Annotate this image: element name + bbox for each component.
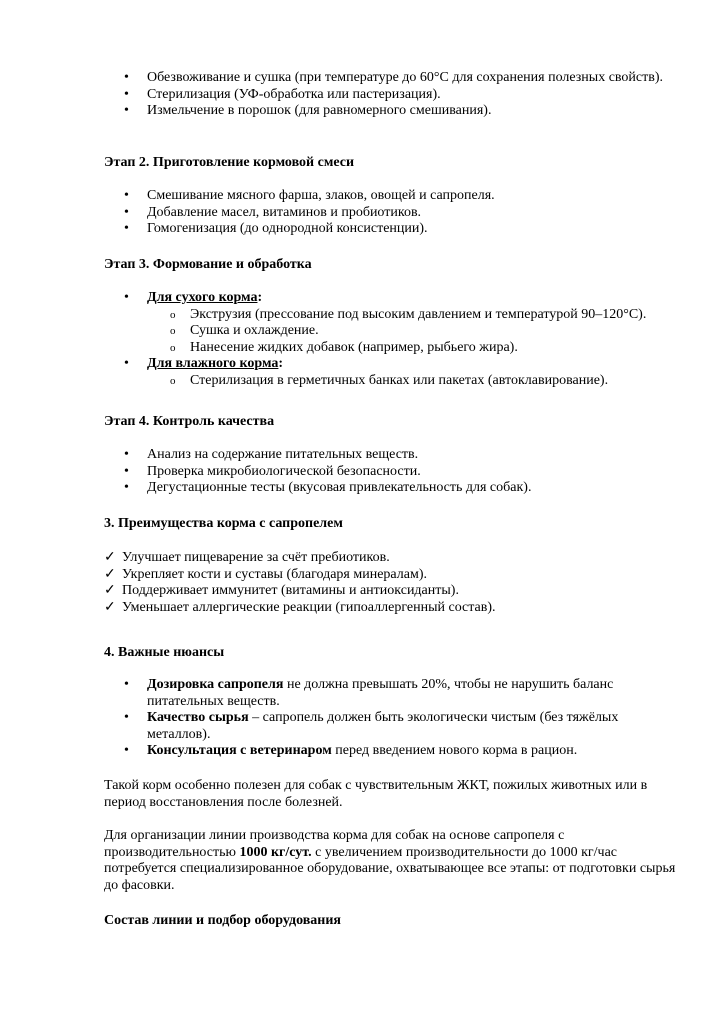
advantages-heading: 3. Преимущества корма с сапропелем: [104, 516, 343, 531]
list-item: [104, 743, 684, 760]
nuance-bold: Дозировка сапропеля: [147, 677, 284, 692]
nuance-text: не должна превышать 20%, чтобы не нарушить баланс питательных веществ.: [147, 677, 614, 709]
stage3-heading: Этап 3. Формование и обработка: [104, 257, 312, 272]
paragraph-bold: 1000 кг/сут.: [239, 844, 312, 860]
list-item: • Дегустационные тесты (вкусовая привлекательность для собак).: [104, 480, 684, 497]
sub-list-item: o Экструзия (прессование под высоким давлением и температурой 90–120°C).: [104, 307, 684, 324]
list-item: [104, 710, 684, 743]
final-heading: Состав линии и подбор оборудования: [104, 913, 342, 928]
check-item-text: Улучшает пищеварение за счёт пребиотиков.: [122, 550, 390, 565]
paragraph-text: Для организации линии производства корма для собак на основе сапропеля с производительностью: [104, 828, 565, 860]
check-item: [104, 550, 684, 567]
stage2-heading: Этап 2. Приготовление кормовой смеси: [104, 155, 355, 170]
list-item: • Смешивание мясного фарша, злаков, овощей и сапропеля.: [104, 188, 684, 205]
sub-list-item: o Стерилизация в герметичных банках или пакетах (автоклавирование).: [104, 373, 684, 390]
stage4-heading: Этап 4. Контроль качества: [104, 414, 275, 429]
sub-list-item: o Сушка и охлаждение.: [104, 323, 684, 340]
advantages-list: [104, 550, 684, 616]
paragraph-text: с увеличением производительности до 1000 кг/час потребуется специализированное оборудование, охватывающее все этапы: от подготовки сырья до фасовки.: [104, 844, 676, 893]
paragraph: Такой корм особенно полезен для собак с чувствительным ЖКТ, пожилых животных или в период восстановления после болезней.: [104, 778, 648, 810]
check-icon: ✓: [104, 550, 116, 565]
list-item: • Проверка микробиологической безопасности.: [104, 464, 684, 481]
dry-label: Для сухого корма: [147, 290, 258, 305]
stage2-list: [104, 188, 684, 238]
nuances-heading: 4. Важные нюансы: [104, 645, 225, 660]
check-icon: ✓: [104, 566, 116, 582]
wet-label: Для влажного корма: [147, 356, 279, 371]
paragraph: [104, 828, 684, 894]
list-item: • Анализ на содержание питательных веществ.: [104, 447, 684, 464]
check-icon: ✓: [104, 583, 116, 598]
nuance-text: перед введением нового корма в рацион.: [331, 743, 578, 758]
check-item-text: Укрепляет кости и суставы (благодаря минералам).: [122, 566, 427, 582]
nuance-bold: Консультация с ветеринаром: [147, 743, 332, 758]
stage3-list: [104, 290, 684, 389]
check-item: [104, 567, 684, 584]
list-item: [104, 677, 684, 710]
list-item-dry: • Для сухого корма:: [104, 290, 684, 307]
list-item: • Гомогенизация (до однородной консистенции).: [104, 221, 684, 238]
check-item: [104, 600, 684, 617]
list-item: • Обезвоживание и сушка (при температуре до 60°C для сохранения полезных свойств).: [104, 70, 684, 87]
check-item: [104, 583, 684, 600]
check-item-text: Уменьшает аллергические реакции (гипоаллергенный состав).: [122, 599, 496, 615]
list-item: • Стерилизация (УФ-обработка или пастеризация).: [104, 87, 684, 104]
nuances-list: [104, 677, 684, 760]
check-icon: ✓: [104, 599, 116, 615]
nuance-bold: Качество сырья: [147, 710, 249, 725]
stage4-list: [104, 447, 684, 497]
intro-list: [104, 70, 684, 120]
check-item-text: Поддерживает иммунитет (витамины и антиоксиданты).: [122, 583, 459, 598]
sub-list-item: o Нанесение жидких добавок (например, рыбьего жира).: [104, 340, 684, 357]
list-item-wet: • Для влажного корма:: [104, 356, 684, 373]
list-item: • Измельчение в порошок (для равномерного смешивания).: [104, 103, 684, 120]
nuance-text: – сапропель должен быть экологически чистым (без тяжёлых металлов).: [147, 710, 619, 742]
list-item: • Добавление масел, витаминов и пробиотиков.: [104, 205, 684, 222]
